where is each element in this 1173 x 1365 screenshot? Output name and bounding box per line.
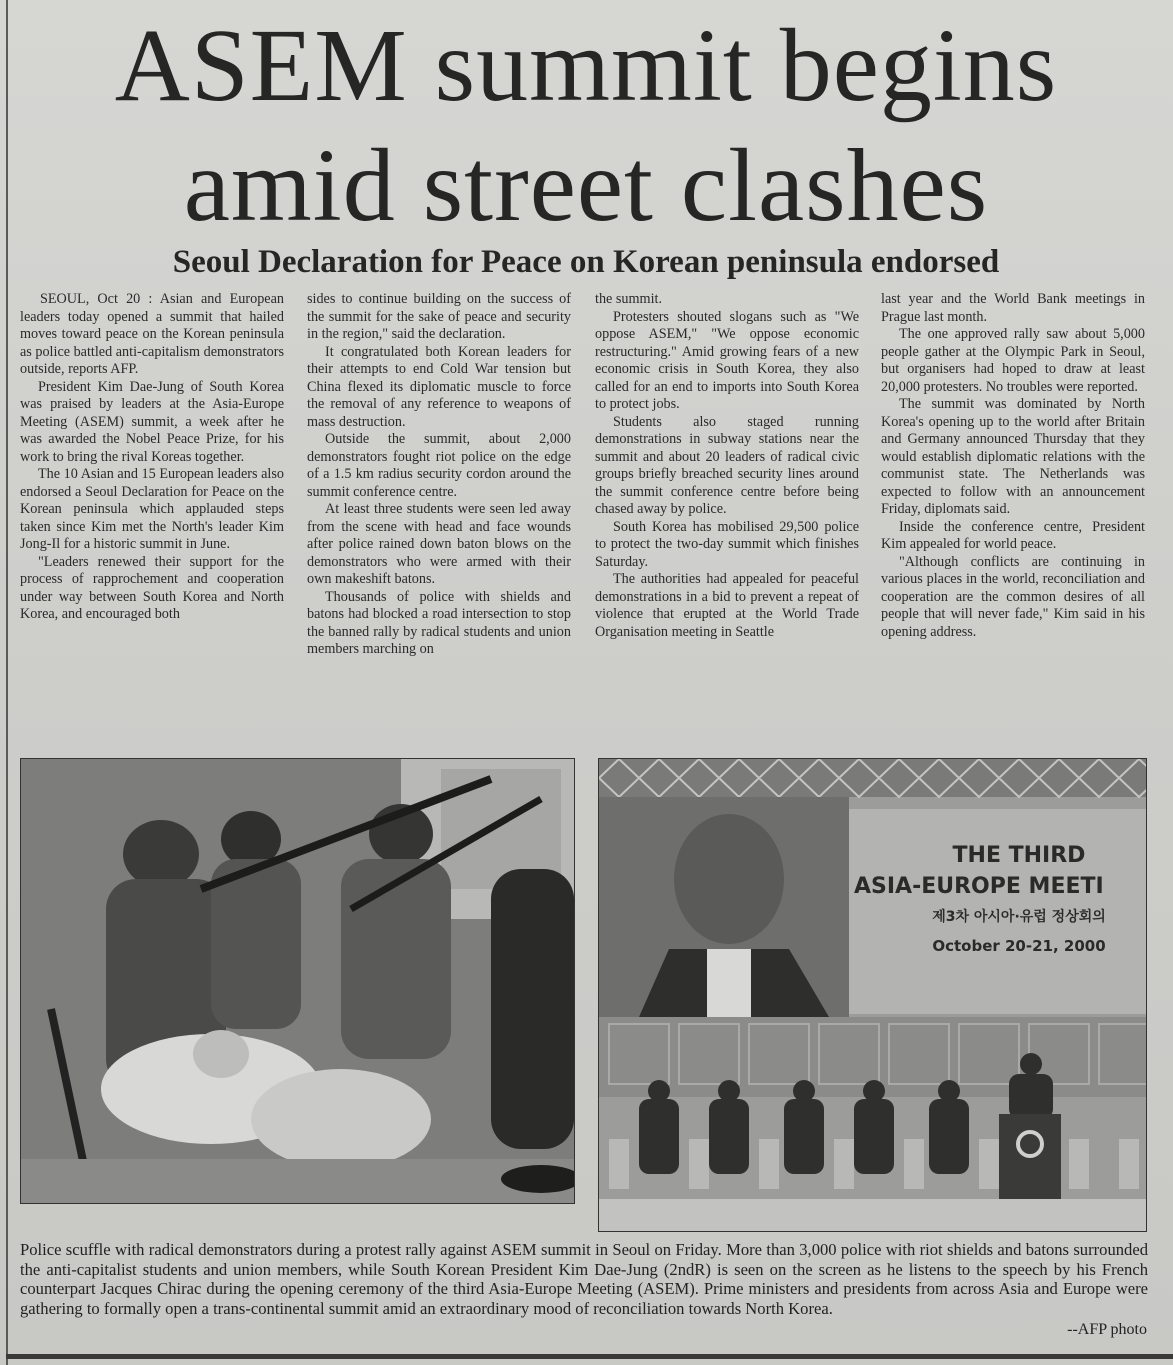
screen-line-3: 제3차 아시아·유럽 정상회의 bbox=[932, 909, 1106, 925]
headline-line-1: ASEM summit begins bbox=[114, 8, 1058, 123]
article-column-2 bbox=[307, 291, 571, 659]
ceremony-illustration bbox=[599, 759, 1146, 1231]
bottom-rule bbox=[6, 1354, 1173, 1359]
protest-photo bbox=[20, 758, 575, 1204]
paragraph: At least three students were seen led away from the scene with head and face wounds after police rained down baton blows on the demonstrators who were armed with their own makeshift batons. bbox=[307, 501, 571, 587]
paragraph: last year and the World Bank meetings in Prague last month. bbox=[881, 291, 1145, 325]
paragraph: Thousands of police with shields and batons had blocked a road intersection to stop the banned rally by radical students and union members marching on bbox=[307, 588, 571, 657]
paragraph: Outside the summit, about 2,000 demonstrators fought riot police on the edge of a 1.5 km radius security cordon around the summit conference centre. bbox=[307, 431, 571, 500]
photo-credit: --AFP photo bbox=[1067, 1321, 1147, 1338]
photo-caption: Police scuffle with radical demonstrators during a protest rally against ASEM summit in Seoul on Friday. More than 3,000 police with riot shields and batons surrounded the anti-capitalist students and union members, while South Korean President Kim Dae-Jung (2ndR) is seen on the screen as he listens to the speech by his French counterpart Jacques Chirac during the opening ceremony of the third Asia-Europe Meeting (ASEM). Prime ministers and presidents from across Asia and Europe were gathering to formally open a trans-continental summit amid an extraordinary mood of reconciliation towards North Korea. bbox=[20, 1240, 1148, 1318]
riot-police-illustration bbox=[21, 759, 574, 1203]
paragraph: South Korea has mobilised 29,500 police to protect the two-day summit which finishes Saturday. bbox=[595, 518, 859, 570]
screen-line-4: October 20-21, 2000 bbox=[932, 937, 1106, 955]
paragraph: Protesters shouted slogans such as "We oppose ASEM," "We oppose economic restructuring." Amid growing fears of a new economic crisis in South Korea, they also called for an end to imports into South Korea to protect jobs. bbox=[595, 308, 859, 412]
headline-line-2: amid street clashes bbox=[183, 128, 989, 243]
paragraph: The one approved rally saw about 5,000 people gather at the Olympic Park in Seoul, but organisers had hoped to draw at least 20,000 protesters. No troubles were reported. bbox=[881, 326, 1145, 395]
article-column-1 bbox=[20, 291, 284, 624]
article-column-3 bbox=[595, 291, 859, 641]
paragraph: sides to continue building on the success of the summit for the sake of peace and security in the region," said the declaration. bbox=[307, 291, 571, 342]
paragraph: It congratulated both Korean leaders for their attempts to end Cold War tension but China flexed its diplomatic muscle to force the removal of any reference to weapons of mass destruction. bbox=[307, 343, 571, 430]
paragraph: the summit. bbox=[595, 291, 662, 307]
paragraph: SEOUL, Oct 20 : Asian and European leaders today opened a summit that hailed moves toward peace on the Korean peninsula as police battled anti-capitalism demonstrators outside, reports AFP. bbox=[20, 291, 284, 377]
paragraph: "Leaders renewed their support for the process of rapprochement and cooperation under way between South Korea and North Korea, and encouraged both bbox=[20, 553, 284, 622]
summit-ceremony-photo bbox=[598, 758, 1147, 1232]
screen-line-2: ASIA-EUROPE MEETI bbox=[854, 874, 1104, 899]
article-column-4 bbox=[881, 291, 1145, 641]
paragraph: "Although conflicts are continuing in various places in the world, reconciliation and cooperation are the common desires of all people that will never fade," Kim said in his opening address. bbox=[881, 553, 1145, 640]
subheadline: Seoul Declaration for Peace on Korean peninsula endorsed bbox=[172, 244, 1000, 280]
paragraph: President Kim Dae-Jung of South Korea was praised by leaders at the Asia-Europe Meeting (ASEM) summit, a week after he was awarded the Nobel Peace Prize, for his work to bring the rival Koreas together. bbox=[20, 378, 284, 465]
paragraph: The 10 Asian and 15 European leaders also endorsed a Seoul Declaration for Peace on the Korean peninsula which applauded steps taken since Kim met the North's leader Kim Jong-Il for a historic summit in June. bbox=[20, 466, 284, 552]
column-rule bbox=[6, 0, 8, 1365]
paragraph: The summit was dominated by North Korea's opening up to the world after Britain and Germany announced Thursday that they would establish diplomatic relations with the communist state. The Netherlands was expected to follow with an announcement Friday, diplomats said. bbox=[881, 396, 1145, 517]
paragraph: The authorities had appealed for peaceful demonstrations in a bid to prevent a repeat of violence that erupted at the World Trade Organisation meeting in Seattle bbox=[595, 571, 859, 640]
paragraph: Inside the conference centre, President Kim appealed for world peace. bbox=[881, 518, 1145, 552]
paragraph: Students also staged running demonstrations in subway stations near the summit and about 20 leaders of radical civic groups briefly breached security lines around the summit conference centre before being chased away by police. bbox=[595, 413, 859, 517]
screen-line-1: THE THIRD bbox=[952, 843, 1086, 868]
